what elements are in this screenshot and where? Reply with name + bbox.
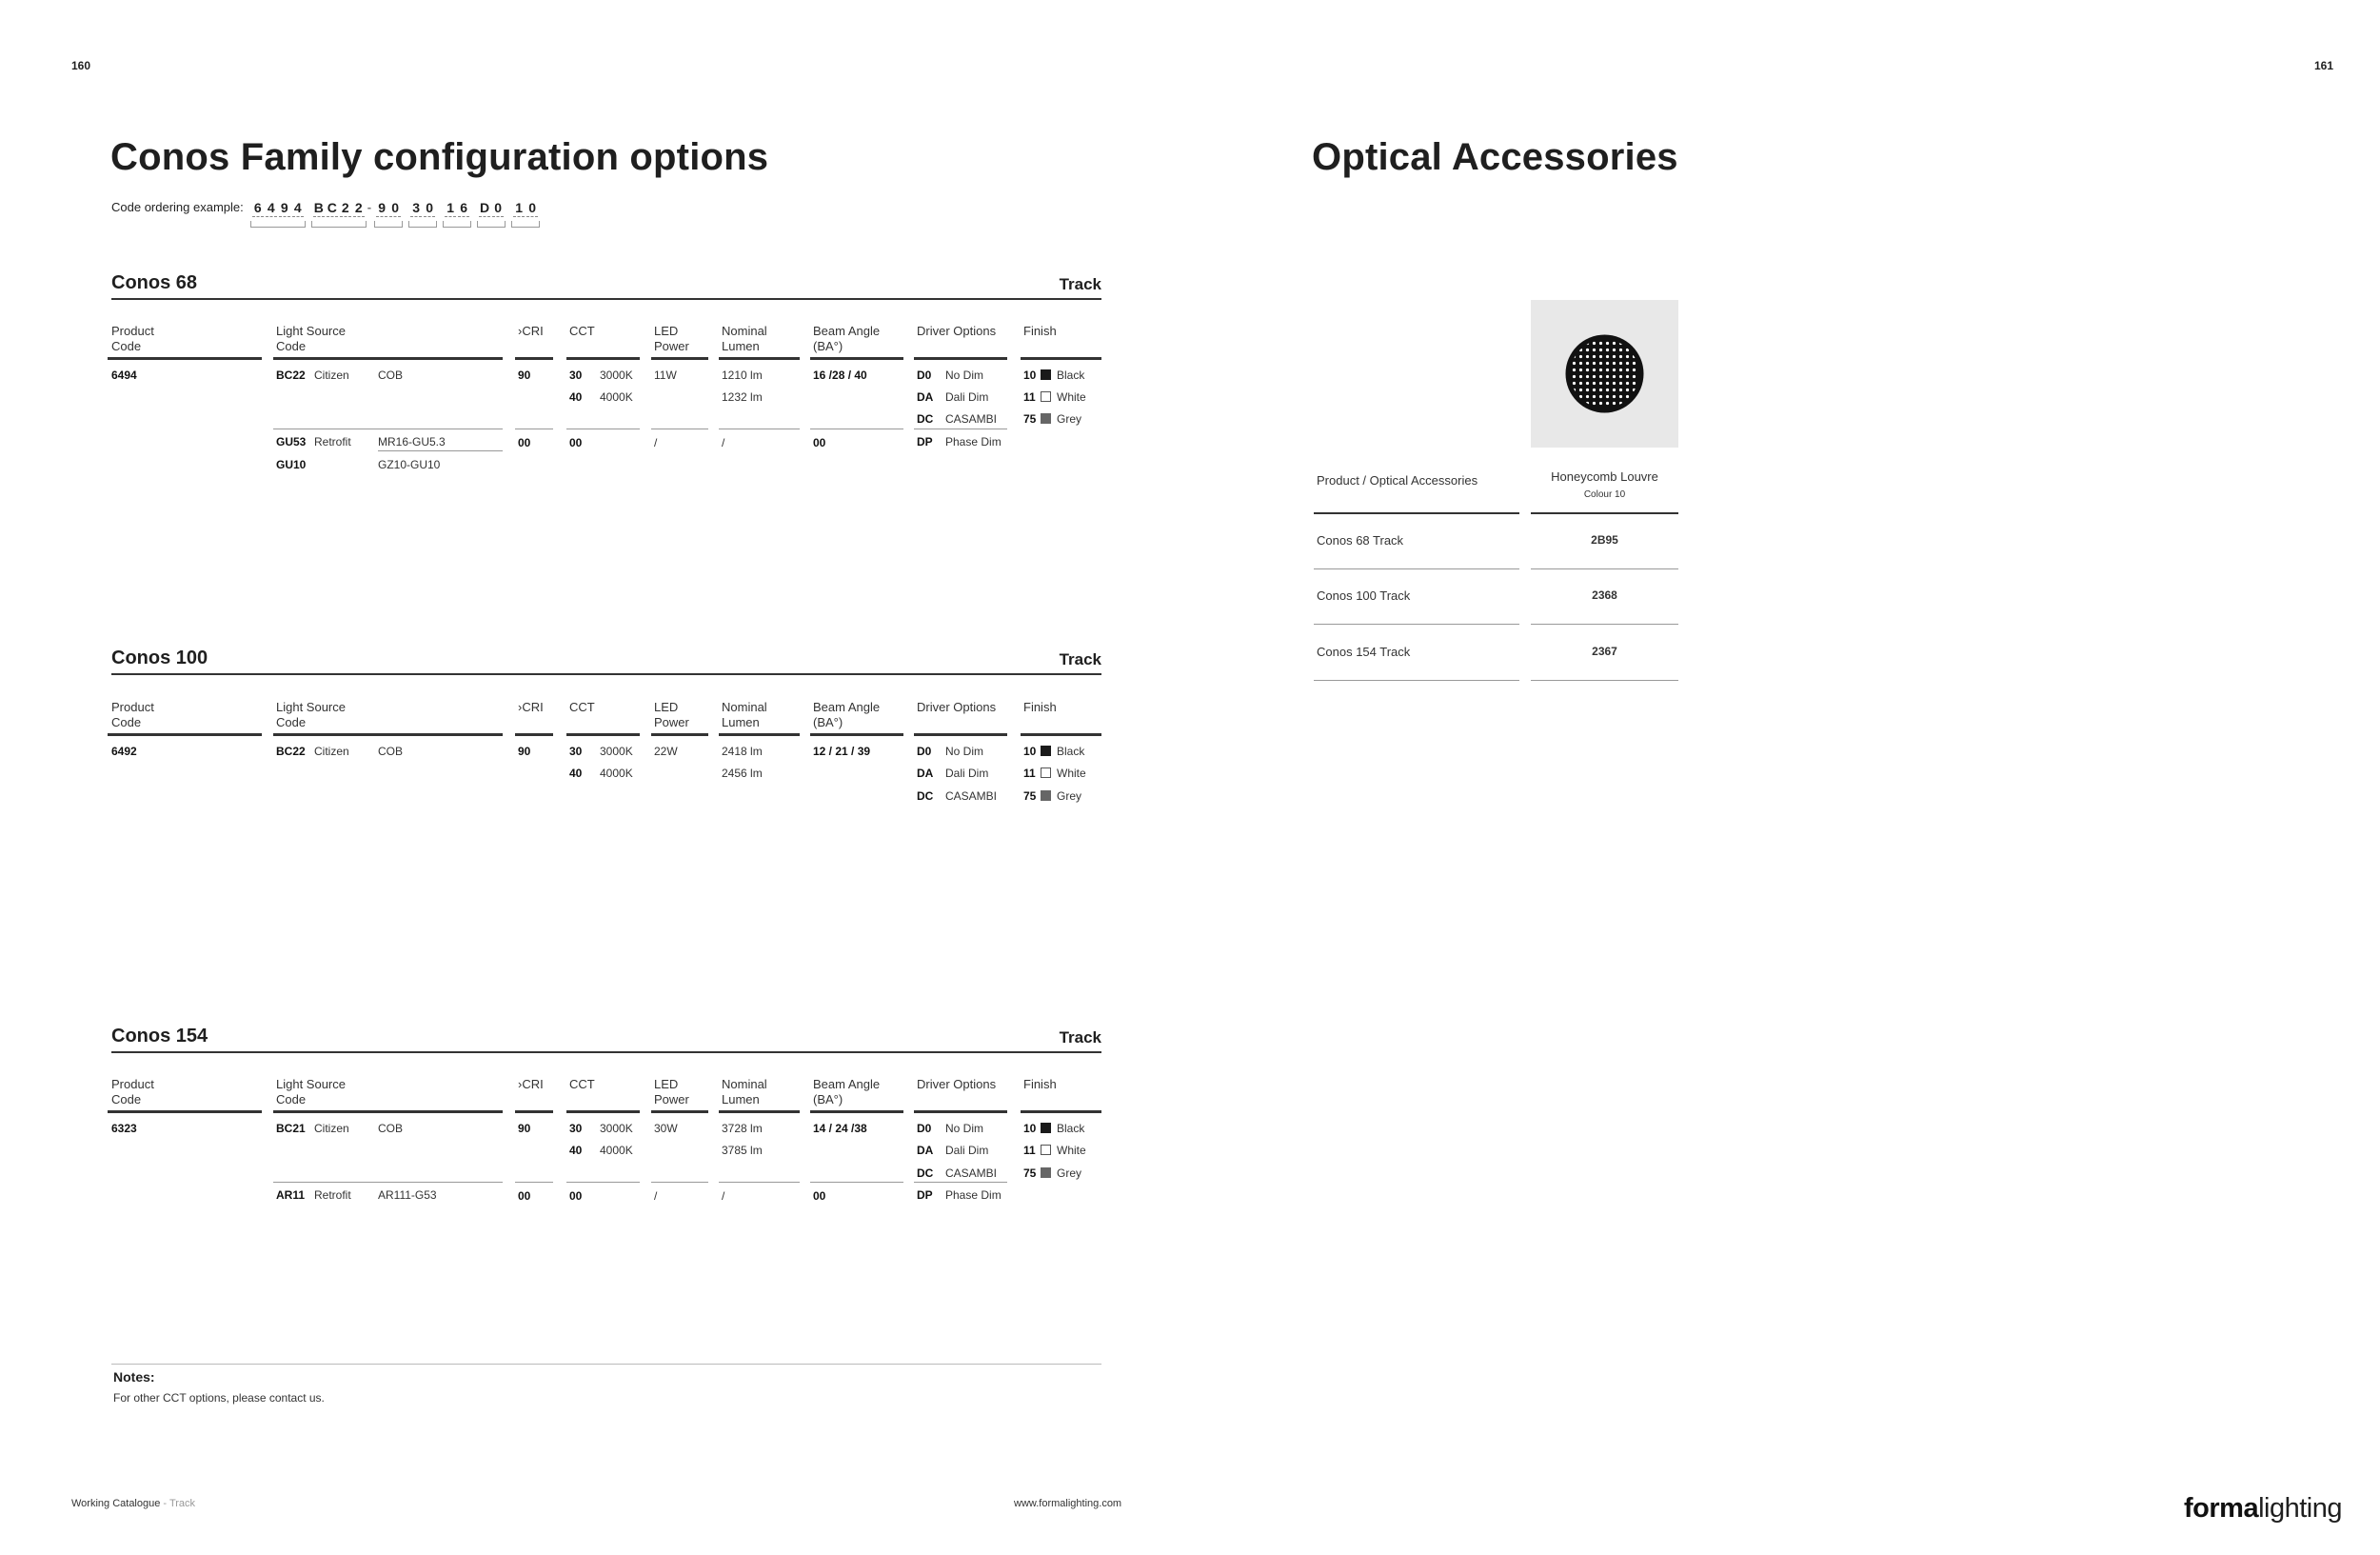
cct-code: 30 xyxy=(569,745,583,758)
grey-swatch-icon xyxy=(1041,1167,1051,1178)
code-digit: 4 xyxy=(292,199,304,217)
code-digit: 0 xyxy=(492,199,504,217)
code-group-source xyxy=(312,199,366,228)
led-power: 30W xyxy=(654,1122,678,1135)
header-driver-options: Driver Options xyxy=(917,700,997,714)
footer-category: Track xyxy=(169,1498,196,1509)
header-beam-angle: Beam Angle (BA°) xyxy=(813,700,881,729)
black-swatch-icon xyxy=(1041,746,1051,756)
finish-code: 75 xyxy=(1023,789,1037,803)
driver-code: DA xyxy=(917,1144,934,1157)
header-beam-angle: Beam Angle (BA°) xyxy=(813,324,881,353)
led-power: 22W xyxy=(654,745,678,758)
honeycomb-louvre-icon xyxy=(1531,300,1678,448)
section-header xyxy=(111,269,1101,300)
header-driver-options: Driver Options xyxy=(917,324,997,338)
finish-code: 75 xyxy=(1023,412,1037,426)
cct-value: 4000K xyxy=(600,390,633,404)
code-example-label: Code ordering example: xyxy=(111,200,244,214)
driver-code: DC xyxy=(917,789,934,803)
nominal-lumen: / xyxy=(722,1189,725,1203)
code-group-beam xyxy=(444,199,470,228)
code-digit: 6 xyxy=(252,199,264,217)
accessory-code: 2368 xyxy=(1592,588,1617,602)
notes-text: For other CCT options, please contact us. xyxy=(113,1391,325,1405)
header-cct: CCT xyxy=(569,1077,595,1091)
driver-label: Phase Dim xyxy=(945,435,1002,449)
white-swatch-icon xyxy=(1041,768,1051,778)
finish-code: 11 xyxy=(1023,1144,1036,1157)
source-brand: Citizen xyxy=(314,1122,349,1135)
finish-code: 10 xyxy=(1023,1122,1037,1135)
section-type: Track xyxy=(1059,1028,1101,1047)
header-product-code: Product Code xyxy=(111,700,154,729)
section-name: Conos 68 xyxy=(111,272,198,293)
section-header xyxy=(111,1023,1101,1053)
header-nominal-lumen: Nominal Lumen xyxy=(722,324,767,353)
header-light-source: Light Source Code xyxy=(276,1077,346,1106)
nominal-lumen: 1210 lm xyxy=(722,369,763,382)
code-group-finish xyxy=(512,199,539,228)
header-driver-options: Driver Options xyxy=(917,1077,997,1091)
finish-option: White xyxy=(1041,767,1086,780)
source-code: BC22 xyxy=(276,369,306,382)
code-group-cct xyxy=(409,199,436,228)
code-digit: 0 xyxy=(526,199,538,217)
header-finish: Finish xyxy=(1023,324,1057,338)
finish-code: 10 xyxy=(1023,745,1037,758)
driver-label: Dali Dim xyxy=(945,390,989,404)
white-swatch-icon xyxy=(1041,1145,1051,1155)
header-cct: CCT xyxy=(569,700,595,714)
source-type: GZ10-GU10 xyxy=(378,458,441,471)
grey-swatch-icon xyxy=(1041,413,1051,424)
cri-value: 90 xyxy=(518,369,531,382)
cct-code: 30 xyxy=(569,369,583,382)
driver-label: Phase Dim xyxy=(945,1188,1002,1202)
finish-code: 75 xyxy=(1023,1166,1037,1180)
driver-code: DA xyxy=(917,390,934,404)
code-digit: D xyxy=(480,200,490,215)
finish-code: 10 xyxy=(1023,369,1037,382)
finish-option: Black xyxy=(1041,1122,1084,1135)
led-power: / xyxy=(654,1189,658,1203)
cct-code: 00 xyxy=(569,436,583,449)
section-type: Track xyxy=(1059,275,1101,293)
black-swatch-icon xyxy=(1041,369,1051,380)
finish-option: Grey xyxy=(1041,789,1081,803)
driver-label: No Dim xyxy=(945,369,984,382)
cct-code: 30 xyxy=(569,1122,583,1135)
finish-code: 11 xyxy=(1023,767,1036,780)
beam-angle: 00 xyxy=(813,1189,826,1203)
header-light-source: Light Source Code xyxy=(276,324,346,353)
source-type: COB xyxy=(378,1122,404,1135)
finish-option: Grey xyxy=(1041,412,1081,426)
page-title-right: Optical Accessories xyxy=(1312,136,1678,178)
accessory-code: 2367 xyxy=(1592,645,1617,658)
source-code: BC21 xyxy=(276,1122,306,1135)
header-finish: Finish xyxy=(1023,1077,1057,1091)
driver-label: CASAMBI xyxy=(945,412,998,426)
page-title-left: Conos Family configuration options xyxy=(110,136,769,178)
formalighting-logo: formalighting xyxy=(2184,1493,2342,1524)
driver-code: D0 xyxy=(917,1122,932,1135)
white-swatch-icon xyxy=(1041,391,1051,402)
cct-value: 4000K xyxy=(600,767,633,780)
driver-code: DP xyxy=(917,1188,933,1202)
source-code: GU53 xyxy=(276,435,307,449)
section-name: Conos 100 xyxy=(111,648,208,668)
led-power: 11W xyxy=(654,369,677,382)
header-cri: ›CRI xyxy=(518,1077,544,1091)
accessory-product: Conos 100 Track xyxy=(1317,588,1411,603)
nominal-lumen: / xyxy=(722,436,725,449)
honeycomb-louvre-image xyxy=(1531,300,1678,448)
header-led-power: LED Power xyxy=(654,324,689,353)
code-digit: 3 xyxy=(410,199,422,217)
section-header xyxy=(111,645,1101,675)
driver-code: D0 xyxy=(917,369,932,382)
code-group-cri xyxy=(375,199,402,228)
header-product-code: Product Code xyxy=(111,324,154,353)
cri-value: 00 xyxy=(518,1189,531,1203)
source-brand: Retrofit xyxy=(314,435,351,449)
source-brand: Retrofit xyxy=(314,1188,351,1202)
source-brand: Citizen xyxy=(314,745,349,758)
section-type: Track xyxy=(1059,650,1101,668)
code-digit: 9 xyxy=(376,199,387,217)
nominal-lumen: 2456 lm xyxy=(722,767,763,780)
driver-label: CASAMBI xyxy=(945,789,998,803)
led-power: / xyxy=(654,436,658,449)
page-number-left: 160 xyxy=(71,59,91,72)
driver-label: CASAMBI xyxy=(945,1166,998,1180)
source-type: AR111-G53 xyxy=(378,1188,437,1202)
cct-code: 40 xyxy=(569,1144,583,1157)
header-nominal-lumen: Nominal Lumen xyxy=(722,1077,767,1106)
accessory-code: 2B95 xyxy=(1591,533,1618,547)
driver-code: DP xyxy=(917,435,933,449)
product-code: 6492 xyxy=(111,745,137,758)
driver-code: DC xyxy=(917,1166,934,1180)
cct-code: 40 xyxy=(569,767,583,780)
driver-label: Dali Dim xyxy=(945,1144,989,1157)
driver-code: D0 xyxy=(917,745,932,758)
code-digit: 6 xyxy=(458,199,469,217)
header-cri: ›CRI xyxy=(518,324,544,338)
section-conos-154 xyxy=(111,1023,1101,1213)
source-type: COB xyxy=(378,745,404,758)
code-digit: 2 xyxy=(353,199,365,217)
nominal-lumen: 3785 lm xyxy=(722,1144,763,1157)
header-light-source: Light Source Code xyxy=(276,700,346,729)
source-type: MR16-GU5.3 xyxy=(378,435,446,449)
code-digit: 0 xyxy=(424,199,435,217)
cct-code: 00 xyxy=(569,1189,583,1203)
header-beam-angle: Beam Angle (BA°) xyxy=(813,1077,881,1106)
grey-swatch-icon xyxy=(1041,790,1051,801)
cct-value: 3000K xyxy=(600,745,633,758)
code-ordering-example xyxy=(111,199,546,228)
accessory-col-product: Product / Optical Accessories xyxy=(1317,473,1478,488)
finish-option: White xyxy=(1041,390,1086,404)
footer-website-link[interactable]: www.formalighting.com xyxy=(1014,1498,1122,1509)
accessory-col-louvre: Honeycomb Louvre Colour 10 xyxy=(1551,469,1658,500)
code-digit: 0 xyxy=(389,199,401,217)
header-led-power: LED Power xyxy=(654,1077,689,1106)
driver-label: No Dim xyxy=(945,1122,984,1135)
cri-value: 90 xyxy=(518,745,531,758)
finish-option: Black xyxy=(1041,745,1084,758)
cri-value: 00 xyxy=(518,436,531,449)
code-digit: 1 xyxy=(513,199,525,217)
beam-angle: 14 / 24 /38 xyxy=(813,1122,867,1135)
header-nominal-lumen: Nominal Lumen xyxy=(722,700,767,729)
header-cri: ›CRI xyxy=(518,700,544,714)
source-code: BC22 xyxy=(276,745,306,758)
cct-value: 4000K xyxy=(600,1144,633,1157)
code-digit: 2 xyxy=(340,199,351,217)
nominal-lumen: 2418 lm xyxy=(722,745,763,758)
page-number-right: 161 xyxy=(2314,59,2334,72)
driver-label: Dali Dim xyxy=(945,767,989,780)
source-code: AR11 xyxy=(276,1188,306,1202)
finish-option: White xyxy=(1041,1144,1086,1157)
beam-angle: 00 xyxy=(813,436,826,449)
finish-code: 11 xyxy=(1023,390,1036,404)
notes-divider xyxy=(111,1364,1101,1365)
footer-catalogue-label: Working Catalogue xyxy=(71,1498,161,1509)
code-digit: B xyxy=(313,200,324,215)
nominal-lumen: 1232 lm xyxy=(722,390,763,404)
section-conos-100 xyxy=(111,645,1101,816)
driver-code: DC xyxy=(917,412,934,426)
source-type: COB xyxy=(378,369,404,382)
product-code: 6494 xyxy=(111,369,137,382)
driver-code: DA xyxy=(917,767,934,780)
finish-option: Grey xyxy=(1041,1166,1081,1180)
beam-angle: 12 / 21 / 39 xyxy=(813,745,871,758)
cct-value: 3000K xyxy=(600,1122,633,1135)
code-digit: 9 xyxy=(279,199,290,217)
code-digit: 1 xyxy=(445,199,456,217)
beam-angle: 16 /28 / 40 xyxy=(813,369,867,382)
source-code: GU10 xyxy=(276,458,307,471)
header-cct: CCT xyxy=(569,324,595,338)
code-digit: C xyxy=(327,200,337,215)
footer-catalogue: Working Catalogue - Track xyxy=(71,1498,196,1509)
finish-option: Black xyxy=(1041,369,1084,382)
accessory-product: Conos 154 Track xyxy=(1317,645,1411,659)
header-led-power: LED Power xyxy=(654,700,689,729)
cct-code: 40 xyxy=(569,390,583,404)
header-finish: Finish xyxy=(1023,700,1057,714)
notes-title: Notes: xyxy=(113,1369,155,1385)
code-group-product xyxy=(251,199,305,228)
cct-value: 3000K xyxy=(600,369,633,382)
header-product-code: Product Code xyxy=(111,1077,154,1106)
cri-value: 90 xyxy=(518,1122,531,1135)
black-swatch-icon xyxy=(1041,1123,1051,1133)
section-name: Conos 154 xyxy=(111,1026,208,1047)
product-code: 6323 xyxy=(111,1122,137,1135)
accessory-product: Conos 68 Track xyxy=(1317,533,1404,548)
source-brand: Citizen xyxy=(314,369,349,382)
nominal-lumen: 3728 lm xyxy=(722,1122,763,1135)
code-digit: 4 xyxy=(266,199,277,217)
code-group-driver xyxy=(478,199,505,228)
driver-label: No Dim xyxy=(945,745,984,758)
section-conos-68 xyxy=(111,269,1101,488)
code-separator: - xyxy=(367,200,372,214)
